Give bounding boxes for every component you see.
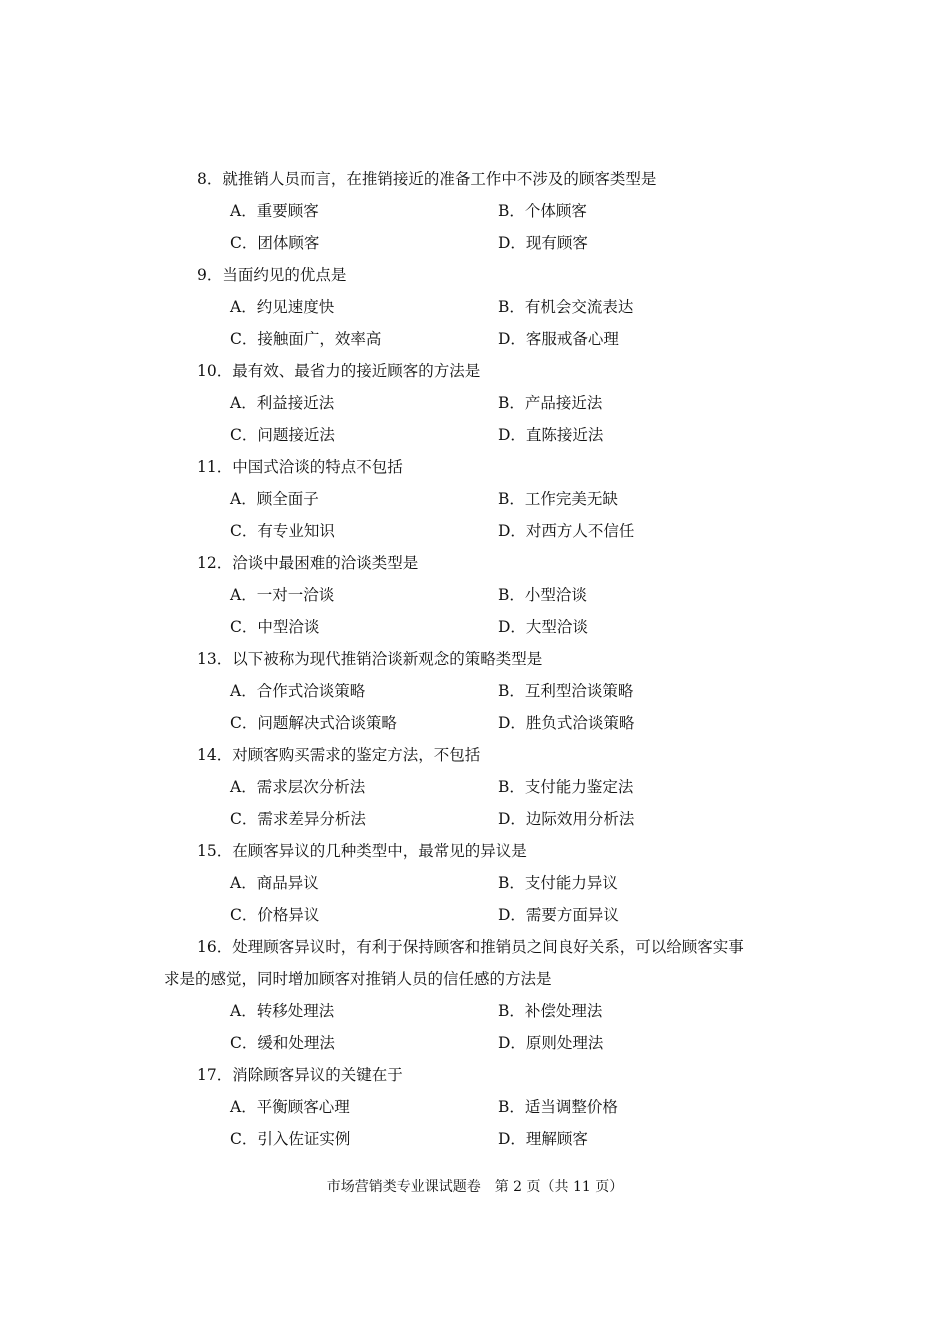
question-11-option-a: A．顾全面子: [230, 490, 319, 508]
question-11-option-c: C．有专业知识: [230, 522, 335, 540]
question-12-options-row-2: [164, 611, 804, 643]
question-8-option-c: C．团体顾客: [230, 234, 320, 252]
question-10-stem: 10．最有效、最省力的接近顾客的方法是: [197, 362, 481, 380]
question-17-option-a: A．平衡顾客心理: [230, 1098, 350, 1116]
question-16-stem: 16．处理顾客异议时，有利于保持顾客和推销员之间良好关系，可以给顾客实事: [197, 938, 744, 956]
question-16-options-row-1: [164, 995, 804, 1027]
question-12-option-c: C．中型洽谈: [230, 618, 320, 636]
question-15-option-c: C．价格异议: [230, 906, 320, 924]
question-16-option-b: B．补偿处理法: [498, 1002, 603, 1020]
question-list: [164, 163, 804, 1155]
question-13-option-d: D．胜负式洽谈策略: [498, 714, 635, 732]
question-14-options-row-1: [164, 771, 804, 803]
question-14-stem: 14．对顾客购买需求的鉴定方法，不包括: [197, 746, 481, 764]
question-10-option-d: D．直陈接近法: [498, 426, 604, 444]
question-9-options-row-1: [164, 291, 804, 323]
question-9-option-b: B．有机会交流表达: [498, 298, 634, 316]
question-9-options-row-2: [164, 323, 804, 355]
question-15-options-row-2: [164, 899, 804, 931]
question-8-option-b: B．个体顾客: [498, 202, 587, 220]
question-16-option-a: A．转移处理法: [230, 1002, 335, 1020]
question-8-options-row-2: [164, 227, 804, 259]
question-17-stem: 17．消除顾客异议的关键在于: [197, 1066, 403, 1084]
question-15-option-b: B．支付能力异议: [498, 874, 618, 892]
question-13-options-row-1: [164, 675, 804, 707]
question-13-options-row-2: [164, 707, 804, 739]
question-9-option-d: D．客服戒备心理: [498, 330, 619, 348]
question-12-option-d: D．大型洽谈: [498, 618, 588, 636]
question-16-stem-continued: 求是的感觉，同时增加顾客对推销人员的信任感的方法是: [164, 970, 552, 988]
question-15-option-a: A．商品异议: [230, 874, 319, 892]
question-12-options-row-1: [164, 579, 804, 611]
question-13-stem: 13．以下被称为现代推销洽谈新观念的策略类型是: [197, 650, 543, 668]
question-13-option-b: B．互利型洽谈策略: [498, 682, 634, 700]
question-14-options-row-2: [164, 803, 804, 835]
question-10-option-c: C．问题接近法: [230, 426, 335, 444]
question-14-option-b: B．支付能力鉴定法: [498, 778, 634, 796]
question-10-options-row-1: [164, 387, 804, 419]
question-11-option-d: D．对西方人不信任: [498, 522, 635, 540]
question-9-stem: 9．当面约见的优点是: [197, 266, 347, 284]
question-17-option-d: D．理解顾客: [498, 1130, 588, 1148]
question-16-option-c: C．缓和处理法: [230, 1034, 335, 1052]
question-8-option-a: A．重要顾客: [230, 202, 319, 220]
question-8-option-d: D．现有顾客: [498, 234, 588, 252]
question-11-stem: 11．中国式洽谈的特点不包括: [197, 458, 403, 476]
question-12-stem: 12．洽谈中最困难的洽谈类型是: [197, 554, 419, 572]
question-12-option-a: A．一对一洽谈: [230, 586, 335, 604]
question-17-option-b: B．适当调整价格: [498, 1098, 618, 1116]
question-10-options-row-2: [164, 419, 804, 451]
question-14-option-c: C．需求差异分析法: [230, 810, 366, 828]
question-15-stem: 15．在顾客异议的几种类型中，最常见的异议是: [197, 842, 527, 860]
question-14-option-d: D．边际效用分析法: [498, 810, 635, 828]
question-8-stem: 8．就推销人员而言，在推销接近的准备工作中不涉及的顾客类型是: [197, 170, 657, 188]
question-13-option-c: C．问题解决式洽谈策略: [230, 714, 397, 732]
question-16-options-row-2: [164, 1027, 804, 1059]
question-17-option-c: C．引入佐证实例: [230, 1130, 351, 1148]
question-11-options-row-2: [164, 515, 804, 547]
question-9-option-c: C．接触面广，效率高: [230, 330, 382, 348]
question-8-options-row-1: [164, 195, 804, 227]
question-11-option-b: B．工作完美无缺: [498, 490, 618, 508]
question-10-option-a: A．利益接近法: [230, 394, 335, 412]
question-12-option-b: B．小型洽谈: [498, 586, 587, 604]
question-15-options-row-1: [164, 867, 804, 899]
question-11-options-row-1: [164, 483, 804, 515]
question-13-option-a: A．合作式洽谈策略: [230, 682, 366, 700]
question-10-option-b: B．产品接近法: [498, 394, 603, 412]
page-footer: 市场营销类专业课试题卷 第 2 页（共 11 页）: [326, 1179, 624, 1195]
question-15-option-d: D．需要方面异议: [498, 906, 619, 924]
question-14-option-a: A．需求层次分析法: [230, 778, 366, 796]
question-9-option-a: A．约见速度快: [230, 298, 335, 316]
question-17-options-row-1: [164, 1091, 804, 1123]
question-16-option-d: D．原则处理法: [498, 1034, 604, 1052]
question-17-options-row-2: [164, 1123, 804, 1155]
